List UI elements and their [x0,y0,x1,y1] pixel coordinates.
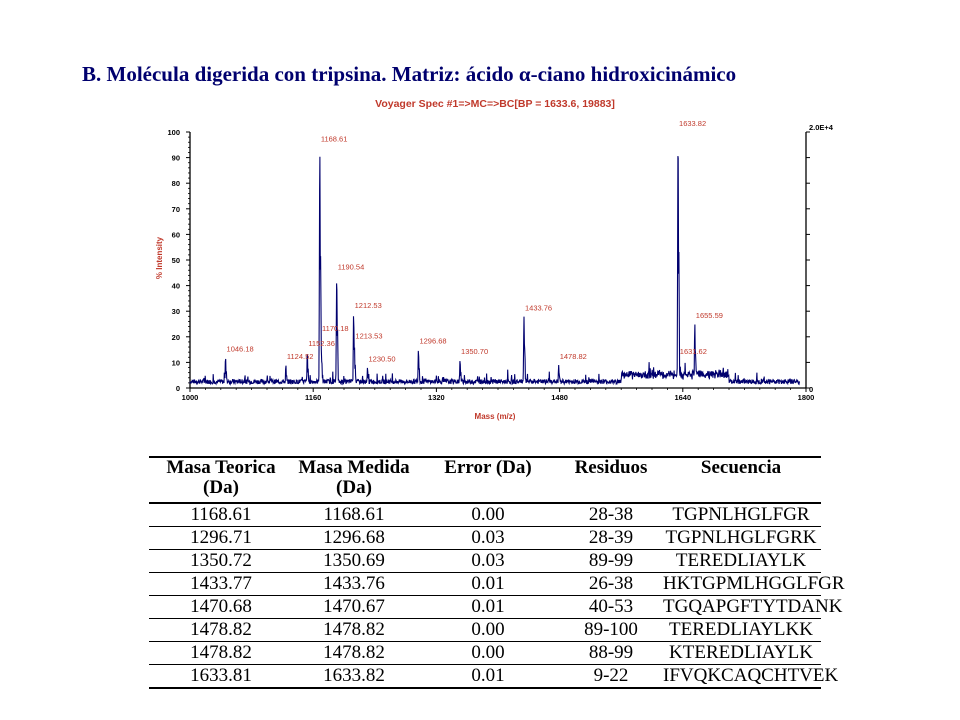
y-tick-label: 30 [171,307,180,317]
x-tick-label: 1320 [428,393,445,402]
peak-label: 1170.18 [322,323,349,333]
x-tick-label: 1640 [674,393,692,402]
table-row [149,596,821,619]
table-cell: 1478.82 [293,619,415,642]
table-cell: 1470.67 [293,596,415,619]
x-axis-label: Mass (m/z) [474,412,516,421]
header-secuencia: Secuencia [661,457,821,503]
y-tick-label: 10 [171,358,180,368]
table-cell: 0.00 [415,503,561,527]
table-cell: 1296.68 [293,527,415,550]
header-masa-teorica: Masa Teorica (Da) [149,457,293,503]
table-cell: 28-39 [561,527,661,550]
table-cell: 1168.61 [149,503,293,527]
peak-label: 1213.53 [355,331,383,341]
table-cell: 1470.68 [149,596,293,619]
y-axis-label: % Intensity [155,236,164,280]
right-axis-bottom-label: 0 [809,385,814,394]
table-row [149,665,821,689]
right-axis-top-label: 2.0E+4 [809,123,833,132]
table-cell: 28-38 [561,503,661,527]
y-tick-label: 80 [171,179,180,189]
peak-label: 1124.52 [286,351,314,361]
peak-label: 1631.62 [679,346,707,356]
table-row [149,550,821,573]
chart-axes [167,128,814,402]
x-tick-label: 1160 [305,393,322,402]
peak-label: 1633.82 [679,119,707,128]
table-row [149,619,821,642]
page-title: B. Molécula digerida con tripsina. Matriz: ácido α-ciano hidroxicinámico [82,62,737,86]
table-cell: 1433.76 [293,573,415,596]
table-cell: 9-22 [561,665,661,689]
table-cell: KTEREDLIAYLK [661,642,821,665]
peak-label: 1350.70 [461,346,489,356]
table-cell: 1478.82 [149,642,293,665]
peak-label: 1168.61 [320,134,348,144]
table-cell: 0.01 [415,665,561,689]
spectrum-line [190,156,800,384]
peak-label: 1296.68 [419,336,447,346]
chart-title: Voyager Spec #1=>MC=>BC[BP = 1633.6, 19883] [375,98,615,110]
table-cell: 40-53 [561,596,661,619]
y-tick-label: 100 [167,128,180,137]
y-tick-label: 60 [171,230,180,240]
table-row [149,527,821,550]
table-cell: 26-38 [561,573,661,596]
table-cell: 0.01 [415,573,561,596]
peak-label: 1230.50 [368,354,396,364]
table-cell: 0.00 [415,619,561,642]
table-row [149,503,821,527]
x-tick-label: 1480 [551,393,568,402]
x-tick-label: 1000 [181,393,199,402]
peak-labels [227,119,723,364]
table-cell: TGQAPGFTYTDANK [663,596,843,617]
peak-label: 1212.53 [354,300,382,310]
table-row [149,573,821,596]
y-tick-label: 40 [171,281,180,291]
peak-label: 1046.18 [226,344,254,354]
header-masa-medida: Masa Medida (Da) [293,457,415,503]
table-cell: IFVQKCAQCHTVEK [663,665,839,686]
table-cell: TGPNLHGLFGR [661,503,821,527]
table-row [149,642,821,665]
y-tick-label: 90 [171,153,180,163]
y-tick-label: 20 [171,332,180,342]
table-cell: 0.01 [415,596,561,619]
table-cell: 1296.71 [149,527,293,550]
peak-label: 1190.54 [337,262,365,272]
table-cell: 1350.69 [293,550,415,573]
header-error: Error (Da) [415,457,561,503]
table-header-row [149,457,821,503]
y-tick-label: 50 [171,256,180,265]
table-cell: TEREDLIAYLKK [661,619,821,642]
peak-label: 1478.82 [559,351,587,361]
table-cell: 1350.72 [149,550,293,573]
table-cell: 0.03 [415,550,561,573]
y-tick-label: 70 [171,204,180,214]
table-cell: 0.03 [415,527,561,550]
x-tick-label: 1800 [797,393,815,402]
table-cell: 1168.61 [293,503,415,527]
peak-label: 1152.36 [308,339,335,349]
peak-label: 1433.76 [524,303,553,313]
peptide-mass-table [149,456,845,689]
spectrum-trace [190,156,800,384]
table-cell: TGPNLHGLFGRK [661,527,821,550]
table-cell: 1633.82 [293,665,415,689]
table-cell: 1478.82 [293,642,415,665]
header-residuos: Residuos [561,457,661,503]
table-cell: 1633.81 [149,665,293,689]
peak-label: 1655.59 [695,311,723,320]
table-cell: TEREDLIAYLK [661,550,821,573]
table-cell: 88-99 [561,642,661,665]
table-cell: 1478.82 [149,619,293,642]
table-cell: HKTGPMLHGGLFGR [663,573,845,594]
table-cell: 89-99 [561,550,661,573]
table-cell: 89-100 [561,619,661,642]
table-cell: 0.00 [415,642,561,665]
y-tick-label: 0 [175,384,180,393]
table-cell: 1433.77 [149,573,293,596]
